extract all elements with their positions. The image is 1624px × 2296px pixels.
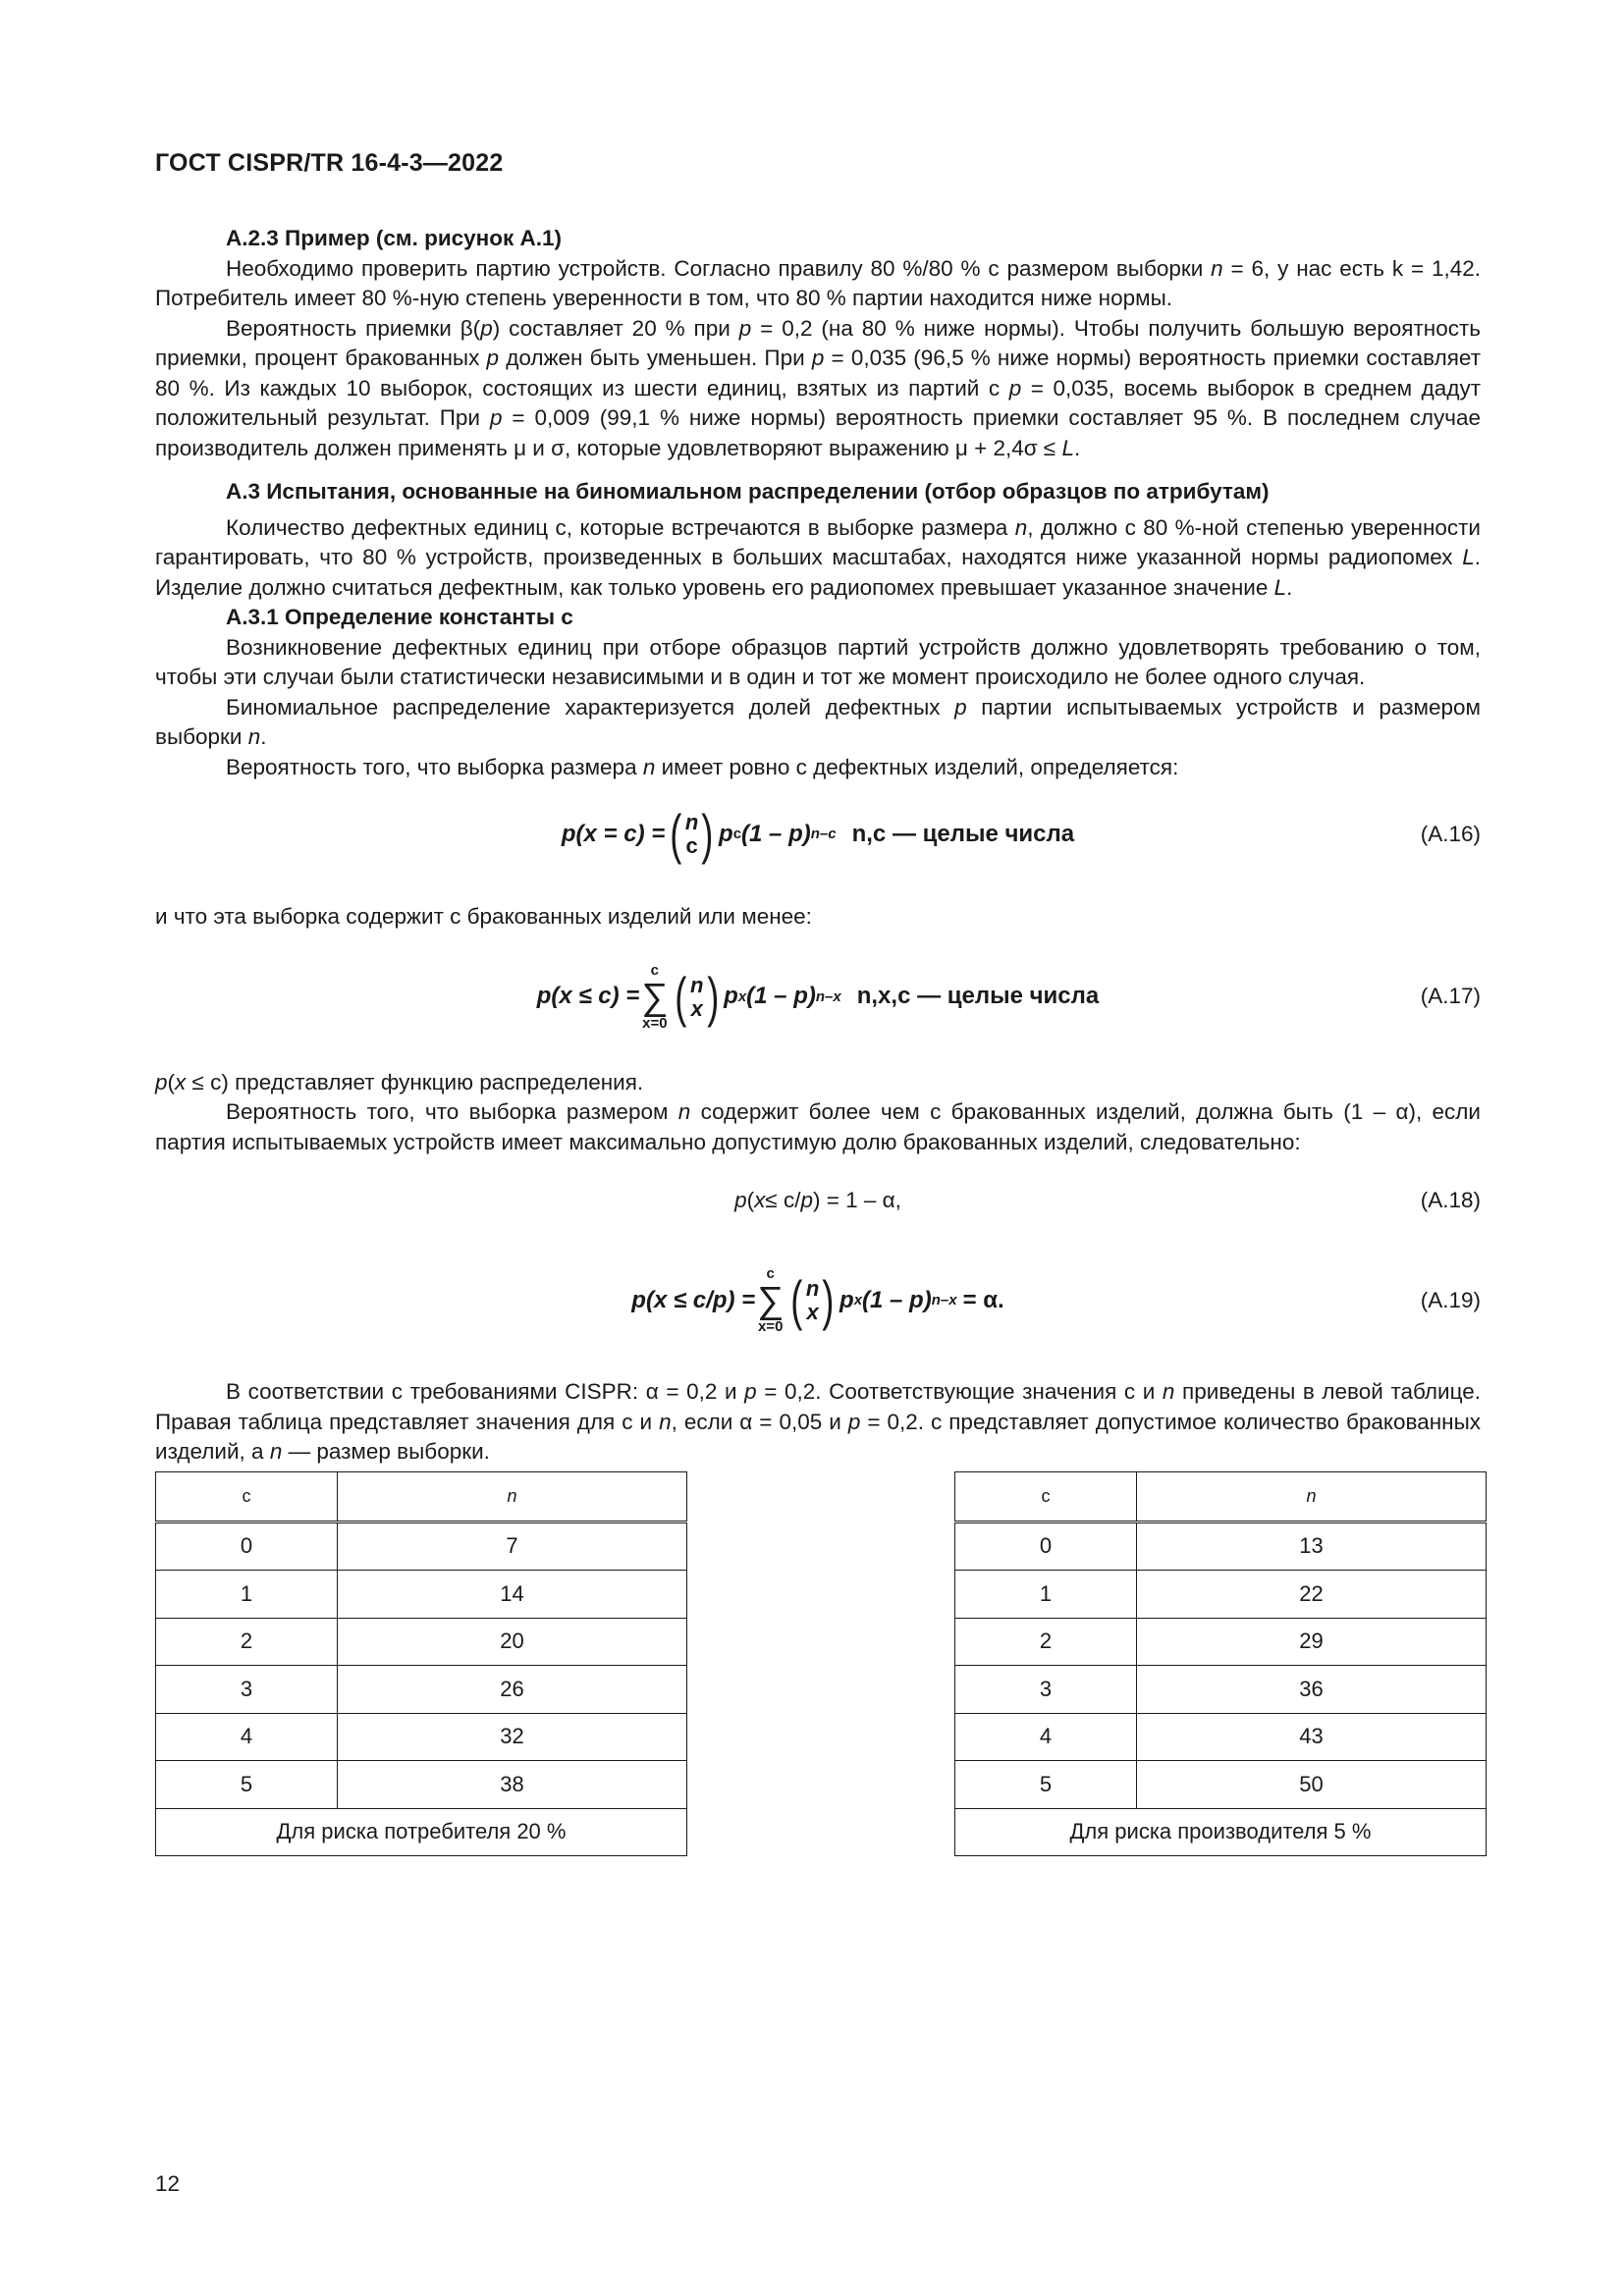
table-cell: 3 [955,1666,1137,1714]
table-row [156,1571,687,1619]
paragraph: В соответствии с требованиями CISPR: α = 0,2 и p = 0,2. Соответствующие значения с и n приведены в левой таблице. Правая таблица представляет значения для с и n, если α = 0,05 и p = 0,2. с представляет допустимое количество бракованных изделий, а n — размер выборки. [155,1379,1482,1464]
table-footer: Для риска производителя 5 % [955,1808,1487,1856]
page-content [155,224,1481,1884]
table-row [955,1522,1487,1571]
table-cell: 1 [156,1571,338,1619]
paragraph: и что эта выборка содержит с бракованных изделий или менее: [155,904,812,929]
equation-a16-formula: p(x = c) = ( n c ) p c (1 – p) n–c n,c — целые числа [561,803,1075,865]
table-cell: 36 [1137,1666,1487,1714]
table-producer-risk [954,1471,1487,1857]
table-cell: 7 [338,1522,687,1571]
column-header-n: n [338,1471,687,1522]
section-title-a23: А.2.3 Пример (см. рисунок А.1) [226,226,563,250]
equation-number: (А.17) [1420,984,1481,1009]
table-cell: 32 [338,1713,687,1761]
table-row [955,1761,1487,1809]
page-number: 12 [155,2171,181,2196]
table-row [955,1618,1487,1666]
table-cell: 38 [338,1761,687,1809]
table-cell: 2 [156,1618,338,1666]
paragraph: Возникновение дефектных единиц при отборе образцов партий устройств должно удовлетворять требованию о том, чтобы эти случаи были статистически независимыми и в один и тот же момент происходило не более одного случая. [155,634,1481,689]
equation-a16 [155,796,1481,873]
table-row [955,1571,1487,1619]
table-cell: 14 [338,1571,687,1619]
table-cell: 26 [338,1666,687,1714]
column-header-c: c [955,1471,1137,1522]
table-cell: 29 [1137,1618,1487,1666]
table-row [156,1522,687,1571]
table-row [955,1666,1487,1714]
table-cell: 5 [156,1761,338,1809]
table-row [156,1761,687,1809]
table-footer-row [156,1808,687,1856]
table-cell: 3 [156,1666,338,1714]
table-cell: 1 [955,1571,1137,1619]
paragraph: Вероятность того, что выборка размера n имеет ровно с дефектных изделий, определяется: [226,754,1179,779]
equation-a18 [155,1175,1481,1226]
table-cell: 22 [1137,1571,1487,1619]
tables-container [155,1471,1481,1884]
table-row [156,1618,687,1666]
equation-a17 [155,946,1481,1048]
equation-number: (А.16) [1420,821,1481,846]
column-header-c: c [156,1471,338,1522]
equation-number: (А.19) [1420,1287,1481,1312]
section-title-a31: А.3.1 Определение константы с [226,605,573,629]
paragraph: Вероятность приемки β(p) составляет 20 % при p = 0,2 (на 80 % ниже нормы). Чтобы получить большую вероятность приемки, процент бракованных p должен быть уменьшен. При p = 0,035 (96,5 % ниже нормы) вероятность приемки составляет 80 %. Из каждых 10 выборок, состоящих из шести единиц, взятых из партий с p = 0,035, восемь выборок в среднем дадут положительный результат. При p = 0,009 (99,1 % ниже нормы) вероятность приемки составляет 95 %. В последнем случае производитель должен применять μ и σ, которые удовлетворяют выражению μ + 2,4σ ≤ L. [155,315,1482,460]
table-cell: 20 [338,1618,687,1666]
table-cell: 4 [955,1713,1137,1761]
table-row [156,1666,687,1714]
table-cell: 50 [1137,1761,1487,1809]
table-consumer-risk [155,1471,687,1857]
table-cell: 4 [156,1713,338,1761]
section-title-a3: А.3 Испытания, основанные на биномиальном распределении (отбор образцов по атрибутам) [226,479,1270,504]
table-cell: 0 [955,1522,1137,1571]
table-cell: 43 [1137,1713,1487,1761]
equation-a17-formula: p(x ≤ c) = c ∑ x=0 ( n x ) p x (1 – p) n–x n,x,c — целые числа [536,961,1100,1032]
table-cell: 13 [1137,1522,1487,1571]
paragraph: p(x ≤ c) представляет функцию распределения. [155,1069,644,1095]
table-cell: 2 [955,1618,1137,1666]
table-footer-row [955,1808,1487,1856]
equation-a19 [155,1250,1481,1352]
table-row [156,1713,687,1761]
column-header-n: n [1137,1471,1487,1522]
paragraph: Биномиальное распределение характеризуется долей дефектных p партии испытываемых устройств и размером выборки n. [155,694,1481,749]
equation-a19-formula: p(x ≤ c/p) = c ∑ x=0 ( n x ) p x (1 – p) n–x = α. [631,1265,1004,1335]
paragraph: Необходимо проверить партию устройств. Согласно правилу 80 %/80 % с размером выборки n = 6, у нас есть k = 1,42. Потребитель имеет 80 %-ную степень уверенности в том, что 80 % партии находится ниже нормы. [155,255,1481,310]
equation-number: (А.18) [1420,1187,1481,1212]
table-footer: Для риска потребителя 20 % [156,1808,687,1856]
paragraph: Вероятность того, что выборка размером n содержит более чем с бракованных изделий, должна быть (1 – α), если партия испытываемых устройств имеет максимально допустимую долю бракованных изделий, следовательно: [155,1099,1482,1154]
table-cell: 0 [156,1522,338,1571]
equation-a18-formula: p ( x ≤ c/ p ) = 1 – α, [734,1187,901,1212]
document-header: ГОСТ CISPR/TR 16-4-3—2022 [155,149,504,177]
table-cell: 5 [955,1761,1137,1809]
table-row [955,1713,1487,1761]
paragraph: Количество дефектных единиц с, которые встречаются в выборке размера n, должно с 80 %-ной степенью уверенности гарантировать, что 80 % устройств, произведенных в больших масштабах, находятся ниже указанной нормы радиопомех L. Изделие должно считаться дефектным, как только уровень его радиопомех превышает указанное значение L. [155,514,1482,600]
